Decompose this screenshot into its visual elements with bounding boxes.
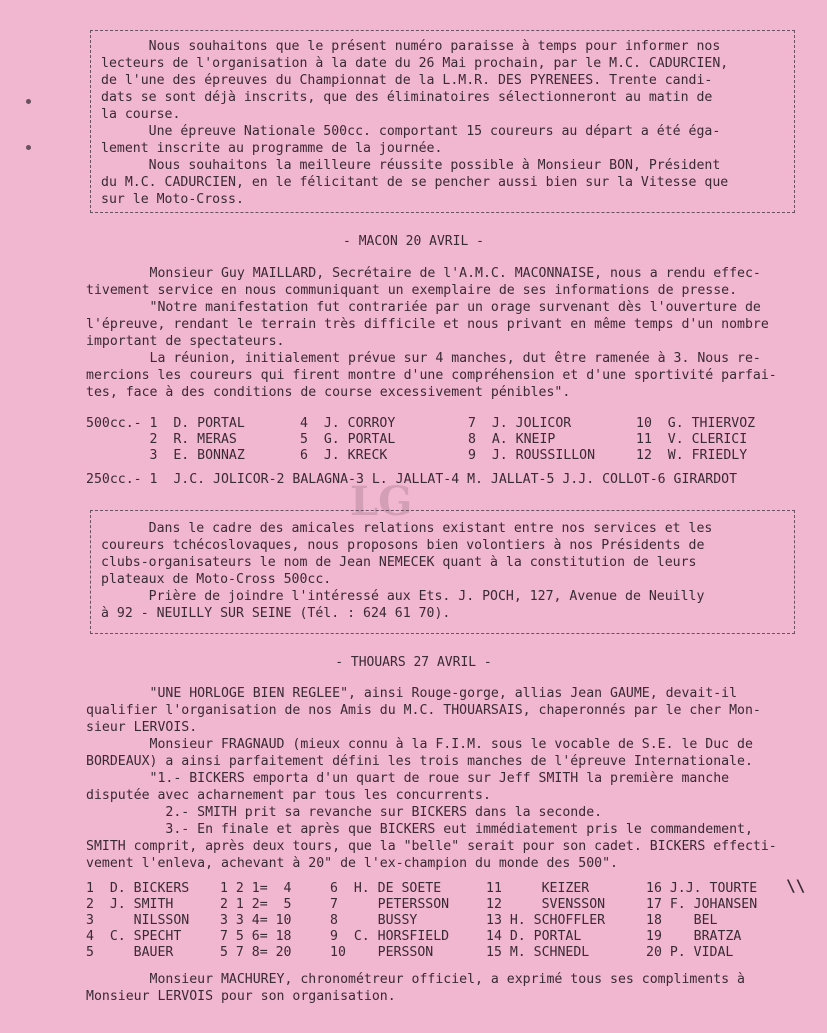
box1-line: dats se sont déjà inscrits, que des éliminatoires sélectionneront au matin de <box>101 90 713 105</box>
macon-line: tes, face à des conditions de course excessivement pénibles". <box>86 385 571 400</box>
section-heading-thouars: - THOUARS 27 AVRIL - <box>335 655 492 670</box>
macon-line: "Notre manifestation fut contrariée par un orage survenant dès l'ouverture de <box>86 300 761 315</box>
result-cell: 6 J. KRECK <box>300 448 388 463</box>
result-cell: 1 2 1= 4 <box>220 881 292 896</box>
thouars-line: "1.- BICKERS emporta d'un quart de roue sur Jeff SMITH la première manche <box>86 771 730 786</box>
result-cell: 10 PERSSON <box>330 945 434 960</box>
thouars-line: sieur LERVOIS. <box>86 720 198 735</box>
result-cell: 2 J. SMITH <box>86 897 174 912</box>
box2-line: à 92 - NEUILLY SUR SEINE (Tél. : 624 61 70). <box>101 606 451 621</box>
closing-line: Monsieur MACHUREY, chronométreur officiel, a exprimé tous ses compliments à <box>86 972 745 987</box>
box1-line: la course. <box>101 107 181 122</box>
result-cell: 9 C. HORSFIELD <box>330 929 450 944</box>
thouars-line: 3.- En finale et après que BICKERS eut immédiatement pris le commandement, <box>86 822 753 837</box>
notice-box-cadurcien <box>90 30 795 213</box>
box2-line: Prière de joindre l'intéressé aux Ets. J. POCH, 127, Avenue de Neuilly <box>101 589 705 604</box>
punch-hole <box>26 99 31 104</box>
macon-line: Monsieur Guy MAILLARD, Secrétaire de l'A.M.C. MACONNAISE, nous a rendu effec- <box>86 266 761 281</box>
result-cell: 7 PETERSSON <box>330 897 450 912</box>
thouars-line: vement l'enleva, achevant à 20" de l'ex-champion du monde des 500". <box>86 856 618 871</box>
box1-line: de l'une des épreuves du Championnat de la L.M.R. DES PYRENEES. Trente candi- <box>101 73 713 88</box>
result-cell: 16 J.J. TOURTE <box>646 881 758 896</box>
result-cell: 14 D. PORTAL <box>486 929 582 944</box>
section-heading-macon: - MACON 20 AVRIL - <box>343 234 484 249</box>
result-cell: 10 G. THIERVOZ <box>636 416 756 431</box>
result-cell: 3 NILSSON <box>86 913 190 928</box>
box2-line: plateaux de Moto-Cross 500cc. <box>101 572 332 587</box>
result-cell: 15 M. SCHNEDL <box>486 945 590 960</box>
result-cell: 18 BEL <box>646 913 718 928</box>
macon-line: mercions les coureurs qui firent montre d'une compréhension et d'une sportivité parfai- <box>86 368 777 383</box>
result-cell: 20 P. VIDAL <box>646 945 734 960</box>
result-cell: 7 5 6= 18 <box>220 929 292 944</box>
result-cell: 8 BUSSY <box>330 913 418 928</box>
thouars-line: Monsieur FRAGNAUD (mieux connu à la F.I.M. sous le vocable de S.E. le Duc de <box>86 737 753 752</box>
box2-line: coureurs tchécoslovaques, nous proposons bien volontiers à nos Présidents de <box>101 538 705 553</box>
thouars-line: "UNE HORLOGE BIEN REGLEE", ainsi Rouge-gorge, allias Jean GAUME, devait-il <box>86 686 738 701</box>
result-cell: 2 1 2= 5 <box>220 897 292 912</box>
macon-line: tivement service en nous communiquant un exemplaire de ses informations de presse. <box>86 283 738 298</box>
result-cell: 5 G. PORTAL <box>300 432 396 447</box>
result-cell: 12 SVENSSON <box>486 897 606 912</box>
result-cell: 11 KEIZER <box>486 881 590 896</box>
box1-line: Nous souhaitons que le présent numéro paraisse à temps pour informer nos <box>101 39 721 54</box>
box2-line: clubs-organisateurs le nom de Jean NEMECEK quant à la constitution de leurs <box>101 555 697 570</box>
result-cell: 5 7 8= 20 <box>220 945 292 960</box>
result-cell: 6 H. DE SOETE <box>330 881 442 896</box>
thouars-line: SMITH comprit, après deux tours, que la "belle" serait pour son cadet. BICKERS effecti- <box>86 839 777 854</box>
result-cell: 8 A. KNEIP <box>468 432 556 447</box>
notice-box-nemecek <box>90 510 795 634</box>
result-cell: 9 J. ROUSSILLON <box>468 448 596 463</box>
result-cell: 11 V. CLERICI <box>636 432 748 447</box>
box2-line: Dans le cadre des amicales relations existant entre nos services et les <box>101 521 713 536</box>
result-cell: 3 E. BONNAZ <box>86 448 245 463</box>
macon-line: La réunion, initialement prévue sur 4 manches, dut être ramenée à 3. Nous re- <box>86 351 761 366</box>
result-cell: 4 J. CORROY <box>300 416 396 431</box>
closing-line: Monsieur LERVOIS pour son organisation. <box>86 989 396 1004</box>
result-cell: 5 BAUER <box>86 945 174 960</box>
result-cell: 13 H. SCHOFFLER <box>486 913 606 928</box>
box1-line: lecteurs de l'organisation à la date du 26 Mai prochain, par le M.C. CADURCIEN, <box>101 56 729 71</box>
thouars-line: qualifier l'organisation de nos Amis du M.C. THOUARSAIS, chaperonnés par le cher Mon- <box>86 703 761 718</box>
handwritten-mark-icon: \\ <box>786 876 806 895</box>
box1-line: du M.C. CADURCIEN, en le félicitant de se pencher aussi bien sur la Vitesse que <box>101 175 729 190</box>
thouars-line: BORDEAUX) a ainsi parfaitement défini les trois manches de l'épreuve Internationale. <box>86 754 753 769</box>
result-cell: 2 R. MERAS <box>86 432 237 447</box>
thouars-line: 2.- SMITH prit sa revanche sur BICKERS dans la seconde. <box>86 805 603 820</box>
punch-hole <box>26 145 31 150</box>
result-cell: 3 3 4= 10 <box>220 913 292 928</box>
result-cell: 4 C. SPECHT <box>86 929 182 944</box>
macon-line: important de spectateurs. <box>86 334 285 349</box>
macon-line: l'épreuve, rendant le terrain très difficile et nous privant en même temps d'un nombre <box>86 317 769 332</box>
result-cell: 17 F. JOHANSEN <box>646 897 758 912</box>
result-cell: 12 W. FRIEDLY <box>636 448 748 463</box>
watermark-logo: LG <box>350 478 413 525</box>
results-250cc: 250cc.- 1 J.C. JOLICOR-2 BALAGNA-3 L. JALLAT-4 M. JALLAT-5 J.J. COLLOT-6 GIRARDOT <box>86 472 738 487</box>
result-cell: 1 D. BICKERS <box>86 881 190 896</box>
box1-line: lement inscrite au programme de la journée. <box>101 141 443 156</box>
result-cell: 500cc.- 1 D. PORTAL <box>86 416 245 431</box>
box1-line: Nous souhaitons la meilleure réussite possible à Monsieur BON, Président <box>101 158 721 173</box>
box1-line: Une épreuve Nationale 500cc. comportant 15 coureurs au départ a été éga- <box>101 124 721 139</box>
box1-line: sur le Moto-Cross. <box>101 192 244 207</box>
result-cell: 7 J. JOLICOR <box>468 416 572 431</box>
thouars-line: disputée avec acharnement par tous les concurrents. <box>86 788 491 803</box>
result-cell: 19 BRATZA <box>646 929 742 944</box>
